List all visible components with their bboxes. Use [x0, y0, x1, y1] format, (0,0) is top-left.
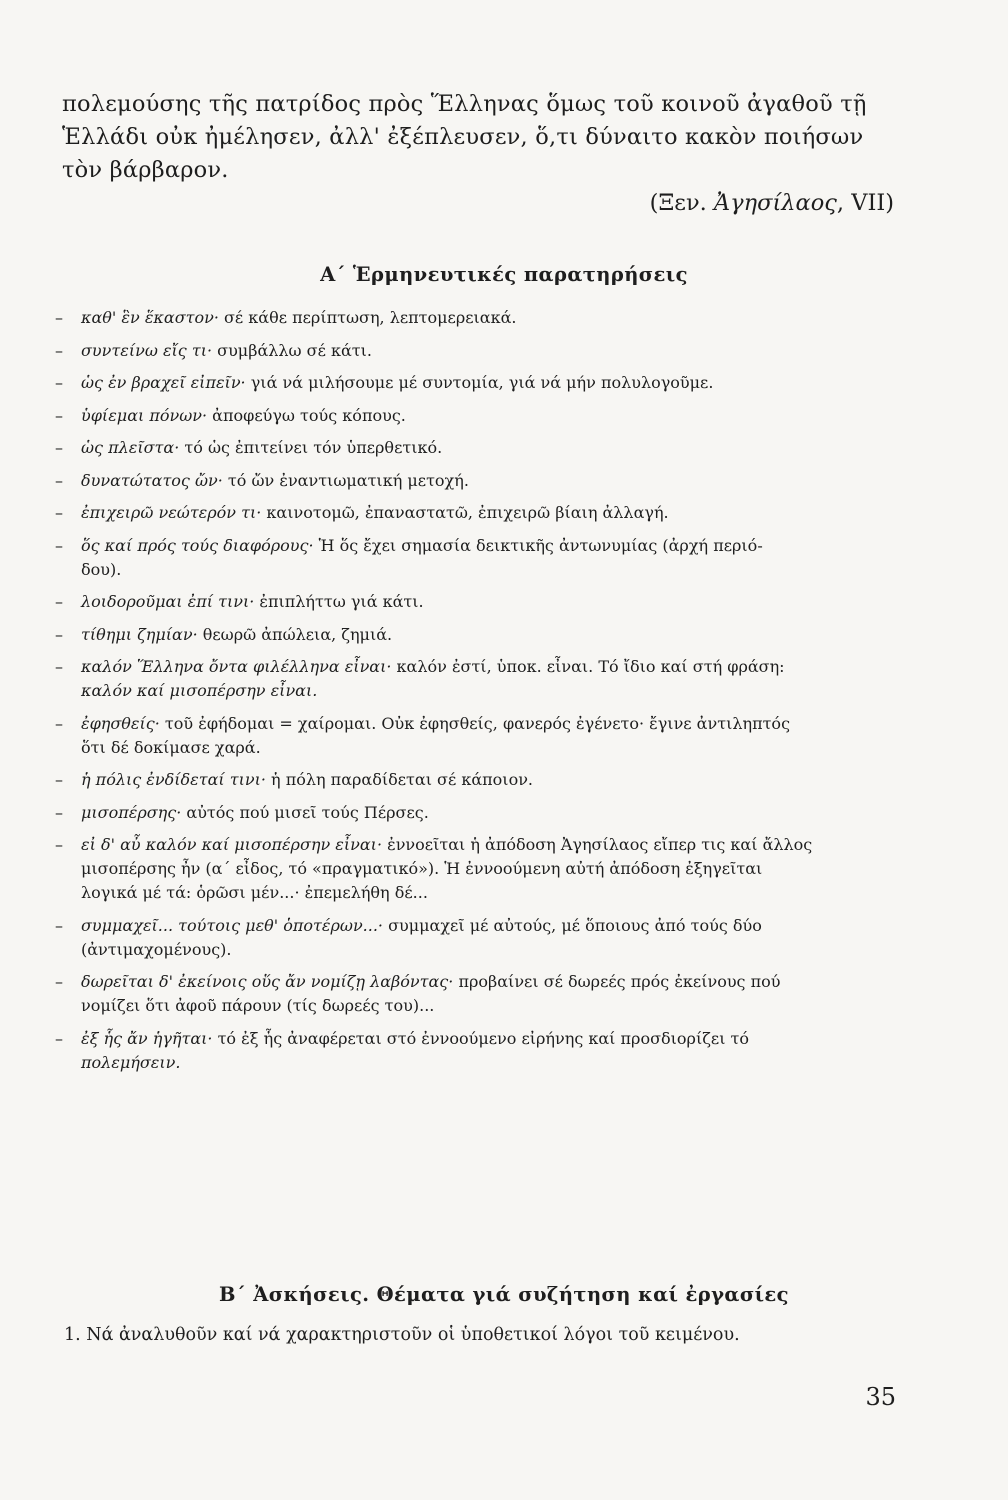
note-item: – συντείνω εἴς τι· συμβάλλω σέ κάτι. [55, 340, 372, 360]
note-item: – μισοπέρσης· αὐτός πού μισεῖ τούς Πέρσες. [55, 802, 429, 822]
section-b-heading: Β΄ Ἀσκήσεις. Θέματα γιά συζήτηση καί ἐργασίες [219, 1283, 789, 1306]
note-item: – ἡ πόλις ἐνδίδεταί τινι· ἡ πόλη παραδίδεται σέ κάποιον. [55, 770, 534, 789]
passage-line: τὸν βάρβαρον. [62, 157, 229, 183]
page-number: 35 [865, 1383, 896, 1411]
note-item: – ἐφησθείς· τοῦ ἐφήδομαι = χαίρομαι. Οὐκ ἐφησθείς, φανερός ἐγένετο· ἔγινε ἀντιληπτός ὅτι δέ δοκίμασε χαρά. [55, 713, 791, 757]
source-citation [650, 190, 894, 216]
note-item: – τίθημι ζημίαν· θεωρῶ ἀπώλεια, ζημιά. [55, 624, 393, 644]
note-item: – ὅς καί πρός τούς διαφόρους· Ἡ ὅς ἔχει σημασία δεικτικῆς ἀντωνυμίας (ἀρχή περιό- δου). [55, 535, 763, 579]
interpretive-notes-list [55, 306, 905, 1083]
note-item: – ὡς ἐν βραχεῖ εἰπεῖν· γιά νά μιλήσουμε μέ συντομία, γιά νά μήν πολυλογοῦμε. [55, 373, 714, 392]
note-item: – συμμαχεῖ... τούτοις μεθ' ὁποτέρων...· συμμαχεῖ μέ αὐτούς, μέ ὅποιους ἀπό τούς δύο (ἀντιμαχομένους). [55, 915, 762, 959]
note-item: – ἐξ ἧς ἄν ἡγῆται· τό ἐξ ἧς ἀναφέρεται στό ἐννοούμενο εἰρήνης καί προσδιορίζει τό πολεμήσειν. [55, 1028, 750, 1072]
note-item: – δυνατώτατος ὤν· τό ὤν ἐναντιωματική μετοχή. [55, 470, 469, 490]
passage-line: Ἑλλάδι οὐκ ἠμέλησεν, ἀλλ' ἐξέπλευσεν, ὅ,τι δύναιτο κακὸν ποιήσων [62, 124, 864, 150]
ancient-text-passage [62, 88, 942, 187]
note-item: – ἐπιχειρῶ νεώτερόν τι· καινοτομῶ, ἐπαναστατῶ, ἐπιχειρῶ βίαιη ἀλλαγή. [55, 503, 669, 522]
section-a-heading: Α΄ Ἑρμηνευτικές παρατηρήσεις [320, 263, 688, 286]
exercise-item: 1. Νά ἀναλυθοῦν καί νά χαρακτηριστοῦν οἱ ὑποθετικοί λόγοι τοῦ κειμένου. [64, 1325, 740, 1345]
note-item: – καθ' ἓν ἕκαστον· σέ κάθε περίπτωση, λεπτομερειακά. [55, 308, 517, 327]
source-author: (Ξεν. [649, 190, 714, 216]
passage-line: πολεμούσης τῆς πατρίδος πρὸς Ἕλληνας ὅμως τοῦ κοινοῦ ἀγαθοῦ τῇ [62, 91, 867, 117]
note-item: – ὑφίεμαι πόνων· ἀποφεύγω τούς κόπους. [55, 405, 406, 425]
note-item: – εἰ δ' αὖ καλόν καί μισοπέρσην εἶναι· ἐννοεῖται ἡ ἀπόδοση Ἀγησίλαος εἴπερ τις καί ἄλλος μισοπέρσης ἦν (α΄ εἶδος, τό «πραγματικό»). Ἡ ἐννοούμενη αὐτή ἀπόδοση ἐξηγεῖται λογικά μέ τά: ὁρῶσι μέν...· ἐπεμελήθη δέ... [55, 835, 813, 902]
note-item: – ὡς πλεῖστα· τό ὡς ἐπιτείνει τόν ὑπερθετικό. [55, 438, 443, 457]
note-item: – λοιδοροῦμαι ἐπί τινι· ἐπιπλήττω γιά κάτι. [55, 592, 424, 611]
note-item: – δωρεῖται δ' ἐκείνοις οὕς ἄν νομίζῃ λαβόντας· προβαίνει σέ δωρεές πρός ἐκείνους πού νομίζει ὅτι ἀφοῦ πάρουν (τίς δωρεές του)... [55, 972, 781, 1015]
note-item: – καλόν Ἕλληνα ὄντα φιλέλληνα εἶναι· καλόν ἐστί, ὑποκ. εἶναι. Τό ἴδιο καί στή φράση: καλόν καί μισοπέρσην εἶναι. [55, 657, 785, 700]
source-chapter: , VII) [836, 190, 894, 216]
source-work: Ἀγησίλαος [713, 190, 837, 216]
